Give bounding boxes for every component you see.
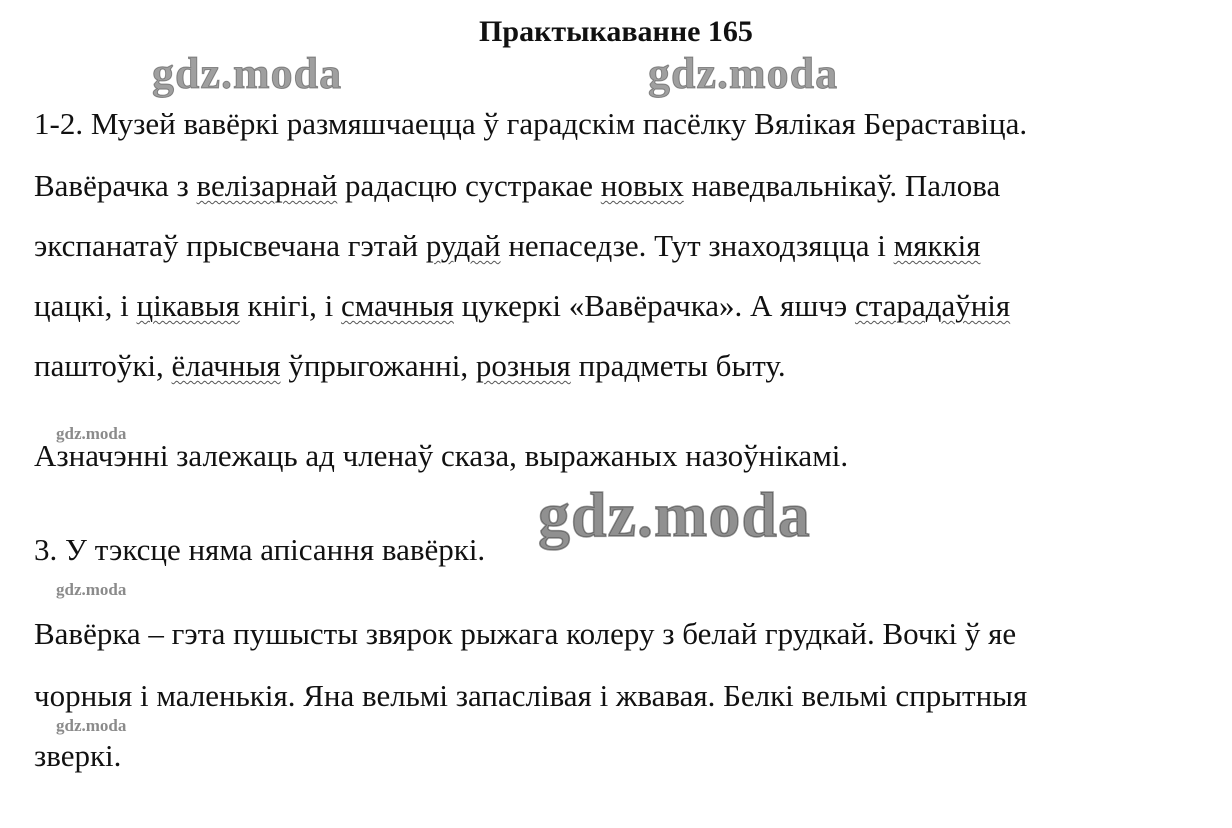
text-segment: Вавёрачка з: [34, 168, 197, 203]
watermark-top-left: gdz.moda: [152, 49, 343, 98]
watermark-small-1: gdz.moda: [56, 424, 127, 443]
paragraph1-line1: 1-2. Музей вавёркі размяшчаецца ў гарадскім пасёлку Вялікая Бераставіца.: [34, 106, 1028, 141]
text-segment: радасцю сустракае: [337, 168, 601, 203]
underlined-word: старадаўнія: [854, 288, 1011, 323]
text-segment: прадметы быту.: [570, 348, 786, 383]
text-segment: цукеркі «Вавёрачка». А яшчэ: [453, 288, 855, 323]
text-segment: ўпрыгожанні,: [280, 348, 476, 383]
paragraph1-line5: [34, 346, 786, 386]
paragraph1-line4: [34, 286, 1010, 326]
text-segment: непаседзе. Тут знаходзяцца і: [500, 228, 894, 263]
paragraph2-line3: зверкі.: [34, 738, 122, 773]
paragraph1-line3: [34, 226, 980, 266]
underlined-word: розныя: [475, 348, 571, 383]
underlined-word: велізарнай: [196, 168, 338, 203]
underlined-word: смачныя: [340, 288, 454, 323]
underlined-word: ёлачныя: [171, 348, 281, 383]
watermark-small-3: gdz.moda: [56, 716, 127, 735]
exercise-title: Практыкаванне 165: [479, 15, 753, 48]
paragraph2-line1: Вавёрка – гэта пушысты звярок рыжага колеру з белай грудкай. Вочкі ў яе: [34, 616, 1017, 651]
underlined-word: цікавыя: [136, 288, 240, 323]
point-3: 3. У тэксце няма апісання вавёркі.: [34, 532, 486, 567]
watermark-center: gdz.moda: [538, 479, 811, 550]
paragraph2-line2: чорныя і маленькія. Яна вельмі запаслівая і жвавая. Белкі вельмі спрытныя: [34, 678, 1028, 713]
watermark-top-right: gdz.moda: [648, 49, 839, 98]
text-segment: наведвальнікаў. Палова: [683, 168, 1001, 203]
text-segment: кнігі, і: [239, 288, 341, 323]
underlined-word: новых: [600, 168, 684, 203]
underlined-word: мяккія: [893, 228, 981, 263]
text-segment: экспанатаў прысвечана гэтай: [34, 228, 426, 263]
definitions-note: Азначэнні залежаць ад членаў сказа, выражаных назоўнікамі.: [34, 438, 849, 473]
underlined-word: рудай: [425, 228, 501, 263]
paragraph1-line2: [34, 166, 1000, 206]
text-segment: паштоўкі,: [34, 348, 172, 383]
text-segment: цацкі, і: [34, 288, 137, 323]
watermark-small-2: gdz.moda: [56, 580, 127, 599]
